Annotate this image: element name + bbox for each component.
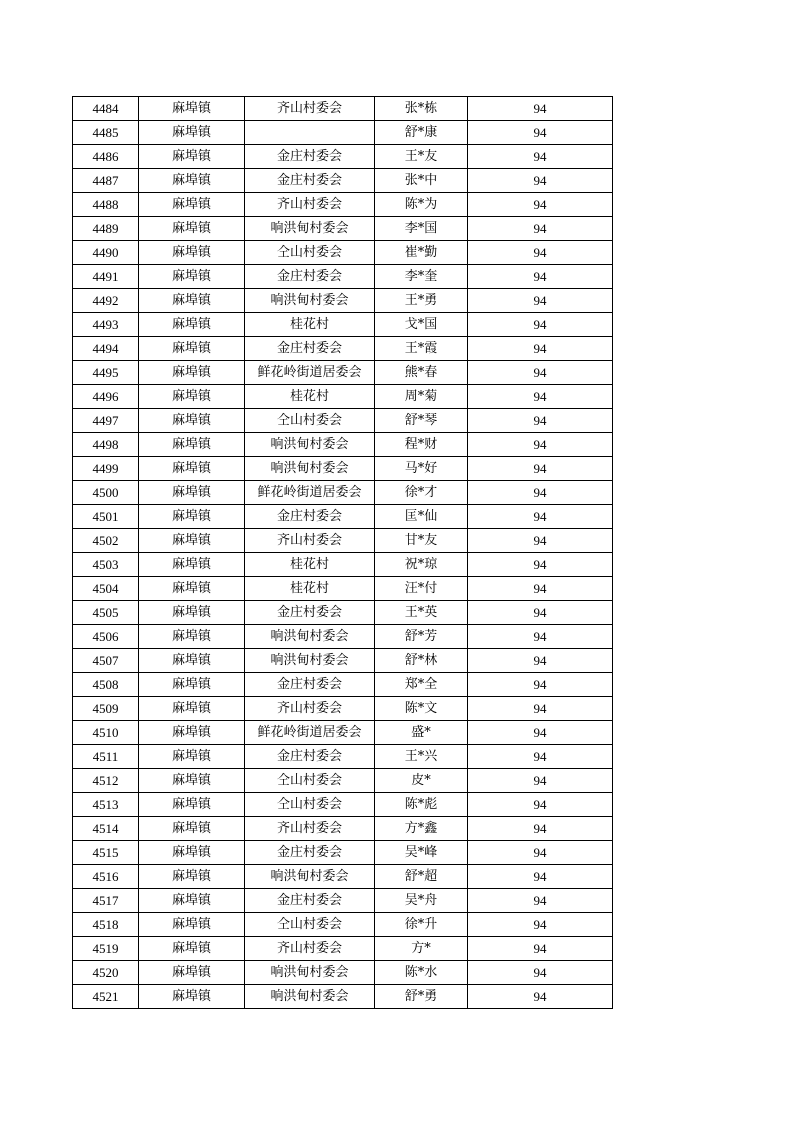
table-row (73, 289, 613, 313)
table-row (73, 433, 613, 457)
village-committee-cell: 齐山村委会 (245, 697, 375, 721)
person-name-cell: 吴*舟 (375, 889, 468, 913)
town-cell: 麻埠镇 (139, 601, 245, 625)
person-name-cell: 周*菊 (375, 385, 468, 409)
person-name-cell: 马*好 (375, 457, 468, 481)
village-committee-cell: 金庄村委会 (245, 601, 375, 625)
score-cell: 94 (468, 529, 613, 553)
person-name-cell: 李*国 (375, 217, 468, 241)
village-committee-cell: 金庄村委会 (245, 505, 375, 529)
table-row (73, 817, 613, 841)
row-number-cell: 4486 (73, 145, 139, 169)
row-number-cell: 4499 (73, 457, 139, 481)
row-number-cell: 4519 (73, 937, 139, 961)
village-committee-cell: 齐山村委会 (245, 193, 375, 217)
table-row (73, 217, 613, 241)
village-committee-cell: 金庄村委会 (245, 889, 375, 913)
town-cell: 麻埠镇 (139, 865, 245, 889)
village-committee-cell: 金庄村委会 (245, 169, 375, 193)
town-cell: 麻埠镇 (139, 841, 245, 865)
village-committee-cell: 响洪甸村委会 (245, 985, 375, 1009)
village-committee-cell: 桂花村 (245, 577, 375, 601)
table-row (73, 385, 613, 409)
person-name-cell: 徐*升 (375, 913, 468, 937)
town-cell: 麻埠镇 (139, 937, 245, 961)
row-number-cell: 4515 (73, 841, 139, 865)
score-cell: 94 (468, 673, 613, 697)
score-cell: 94 (468, 361, 613, 385)
table-row (73, 601, 613, 625)
table-row (73, 841, 613, 865)
village-committee-cell: 仝山村委会 (245, 913, 375, 937)
town-cell: 麻埠镇 (139, 961, 245, 985)
village-committee-cell: 仝山村委会 (245, 793, 375, 817)
village-committee-cell: 金庄村委会 (245, 337, 375, 361)
row-number-cell: 4504 (73, 577, 139, 601)
row-number-cell: 4510 (73, 721, 139, 745)
row-number-cell: 4517 (73, 889, 139, 913)
town-cell: 麻埠镇 (139, 625, 245, 649)
table-row (73, 913, 613, 937)
town-cell: 麻埠镇 (139, 385, 245, 409)
score-cell: 94 (468, 169, 613, 193)
village-committee-cell: 响洪甸村委会 (245, 625, 375, 649)
person-name-cell: 舒*超 (375, 865, 468, 889)
person-name-cell: 舒*林 (375, 649, 468, 673)
score-cell: 94 (468, 865, 613, 889)
village-committee-cell: 桂花村 (245, 553, 375, 577)
row-number-cell: 4518 (73, 913, 139, 937)
town-cell: 麻埠镇 (139, 913, 245, 937)
person-name-cell: 陈*水 (375, 961, 468, 985)
village-committee-cell: 仝山村委会 (245, 241, 375, 265)
person-name-cell: 陈*为 (375, 193, 468, 217)
person-name-cell: 舒*勇 (375, 985, 468, 1009)
row-number-cell: 4502 (73, 529, 139, 553)
table-row (73, 361, 613, 385)
score-cell: 94 (468, 601, 613, 625)
row-number-cell: 4491 (73, 265, 139, 289)
village-committee-cell: 响洪甸村委会 (245, 865, 375, 889)
score-cell: 94 (468, 577, 613, 601)
person-name-cell: 熊*春 (375, 361, 468, 385)
town-cell: 麻埠镇 (139, 793, 245, 817)
town-cell: 麻埠镇 (139, 97, 245, 121)
table-row (73, 889, 613, 913)
village-committee-cell: 齐山村委会 (245, 97, 375, 121)
table-row (73, 937, 613, 961)
score-cell: 94 (468, 649, 613, 673)
town-cell: 麻埠镇 (139, 241, 245, 265)
score-cell: 94 (468, 793, 613, 817)
village-committee-cell: 响洪甸村委会 (245, 457, 375, 481)
person-name-cell: 王*勇 (375, 289, 468, 313)
person-name-cell: 方* (375, 937, 468, 961)
person-name-cell: 皮* (375, 769, 468, 793)
table-row (73, 649, 613, 673)
table-row (73, 241, 613, 265)
score-cell: 94 (468, 961, 613, 985)
score-cell: 94 (468, 289, 613, 313)
town-cell: 麻埠镇 (139, 817, 245, 841)
table-row (73, 529, 613, 553)
town-cell: 麻埠镇 (139, 361, 245, 385)
person-name-cell: 郑*全 (375, 673, 468, 697)
row-number-cell: 4503 (73, 553, 139, 577)
score-cell: 94 (468, 241, 613, 265)
person-name-cell: 戈*国 (375, 313, 468, 337)
town-cell: 麻埠镇 (139, 193, 245, 217)
table-row (73, 721, 613, 745)
town-cell: 麻埠镇 (139, 265, 245, 289)
village-committee-cell: 鲜花岭街道居委会 (245, 481, 375, 505)
table-row (73, 769, 613, 793)
score-cell: 94 (468, 889, 613, 913)
town-cell: 麻埠镇 (139, 529, 245, 553)
town-cell: 麻埠镇 (139, 457, 245, 481)
row-number-cell: 4520 (73, 961, 139, 985)
village-committee-cell: 响洪甸村委会 (245, 649, 375, 673)
row-number-cell: 4513 (73, 793, 139, 817)
table-row (73, 481, 613, 505)
score-cell: 94 (468, 817, 613, 841)
village-committee-cell (245, 121, 375, 145)
roster-table-body (73, 97, 613, 1009)
person-name-cell: 方*鑫 (375, 817, 468, 841)
town-cell: 麻埠镇 (139, 649, 245, 673)
score-cell: 94 (468, 985, 613, 1009)
row-number-cell: 4494 (73, 337, 139, 361)
village-committee-cell: 仝山村委会 (245, 769, 375, 793)
score-cell: 94 (468, 121, 613, 145)
village-committee-cell: 仝山村委会 (245, 409, 375, 433)
table-row (73, 673, 613, 697)
row-number-cell: 4505 (73, 601, 139, 625)
person-name-cell: 王*英 (375, 601, 468, 625)
village-committee-cell: 齐山村委会 (245, 529, 375, 553)
table-row (73, 793, 613, 817)
table-row (73, 337, 613, 361)
person-name-cell: 王*兴 (375, 745, 468, 769)
town-cell: 麻埠镇 (139, 481, 245, 505)
score-cell: 94 (468, 433, 613, 457)
row-number-cell: 4506 (73, 625, 139, 649)
score-cell: 94 (468, 913, 613, 937)
town-cell: 麻埠镇 (139, 577, 245, 601)
village-committee-cell: 响洪甸村委会 (245, 961, 375, 985)
town-cell: 麻埠镇 (139, 337, 245, 361)
person-name-cell: 舒*芳 (375, 625, 468, 649)
score-cell: 94 (468, 265, 613, 289)
village-committee-cell: 鲜花岭街道居委会 (245, 721, 375, 745)
score-cell: 94 (468, 481, 613, 505)
table-row (73, 193, 613, 217)
table-row (73, 985, 613, 1009)
village-committee-cell: 金庄村委会 (245, 841, 375, 865)
row-number-cell: 4485 (73, 121, 139, 145)
person-name-cell: 舒*康 (375, 121, 468, 145)
table-row (73, 457, 613, 481)
table-row (73, 169, 613, 193)
roster-table (72, 96, 613, 1009)
village-committee-cell: 响洪甸村委会 (245, 289, 375, 313)
town-cell: 麻埠镇 (139, 745, 245, 769)
village-committee-cell: 齐山村委会 (245, 817, 375, 841)
score-cell: 94 (468, 697, 613, 721)
person-name-cell: 王*友 (375, 145, 468, 169)
row-number-cell: 4495 (73, 361, 139, 385)
score-cell: 94 (468, 625, 613, 649)
person-name-cell: 汪*付 (375, 577, 468, 601)
town-cell: 麻埠镇 (139, 145, 245, 169)
person-name-cell: 盛* (375, 721, 468, 745)
person-name-cell: 舒*琴 (375, 409, 468, 433)
village-committee-cell: 响洪甸村委会 (245, 433, 375, 457)
village-committee-cell: 鲜花岭街道居委会 (245, 361, 375, 385)
person-name-cell: 甘*友 (375, 529, 468, 553)
row-number-cell: 4497 (73, 409, 139, 433)
village-committee-cell: 桂花村 (245, 385, 375, 409)
person-name-cell: 张*中 (375, 169, 468, 193)
person-name-cell: 李*奎 (375, 265, 468, 289)
person-name-cell: 陈*文 (375, 697, 468, 721)
row-number-cell: 4508 (73, 673, 139, 697)
person-name-cell: 陈*彪 (375, 793, 468, 817)
table-row (73, 865, 613, 889)
village-committee-cell: 金庄村委会 (245, 745, 375, 769)
score-cell: 94 (468, 217, 613, 241)
row-number-cell: 4521 (73, 985, 139, 1009)
score-cell: 94 (468, 337, 613, 361)
table-row (73, 409, 613, 433)
row-number-cell: 4489 (73, 217, 139, 241)
table-row (73, 313, 613, 337)
score-cell: 94 (468, 553, 613, 577)
row-number-cell: 4498 (73, 433, 139, 457)
village-committee-cell: 桂花村 (245, 313, 375, 337)
town-cell: 麻埠镇 (139, 505, 245, 529)
row-number-cell: 4490 (73, 241, 139, 265)
row-number-cell: 4484 (73, 97, 139, 121)
town-cell: 麻埠镇 (139, 313, 245, 337)
town-cell: 麻埠镇 (139, 697, 245, 721)
town-cell: 麻埠镇 (139, 217, 245, 241)
score-cell: 94 (468, 385, 613, 409)
row-number-cell: 4509 (73, 697, 139, 721)
town-cell: 麻埠镇 (139, 769, 245, 793)
town-cell: 麻埠镇 (139, 121, 245, 145)
person-name-cell: 程*财 (375, 433, 468, 457)
town-cell: 麻埠镇 (139, 433, 245, 457)
score-cell: 94 (468, 313, 613, 337)
row-number-cell: 4514 (73, 817, 139, 841)
town-cell: 麻埠镇 (139, 889, 245, 913)
score-cell: 94 (468, 193, 613, 217)
town-cell: 麻埠镇 (139, 289, 245, 313)
score-cell: 94 (468, 745, 613, 769)
person-name-cell: 吴*峰 (375, 841, 468, 865)
row-number-cell: 4493 (73, 313, 139, 337)
table-row (73, 961, 613, 985)
score-cell: 94 (468, 409, 613, 433)
row-number-cell: 4492 (73, 289, 139, 313)
row-number-cell: 4516 (73, 865, 139, 889)
score-cell: 94 (468, 937, 613, 961)
town-cell: 麻埠镇 (139, 553, 245, 577)
score-cell: 94 (468, 769, 613, 793)
town-cell: 麻埠镇 (139, 169, 245, 193)
village-committee-cell: 金庄村委会 (245, 145, 375, 169)
town-cell: 麻埠镇 (139, 409, 245, 433)
row-number-cell: 4511 (73, 745, 139, 769)
score-cell: 94 (468, 97, 613, 121)
table-row (73, 97, 613, 121)
score-cell: 94 (468, 457, 613, 481)
row-number-cell: 4488 (73, 193, 139, 217)
person-name-cell: 祝*琼 (375, 553, 468, 577)
row-number-cell: 4500 (73, 481, 139, 505)
table-row (73, 121, 613, 145)
row-number-cell: 4501 (73, 505, 139, 529)
table-row (73, 265, 613, 289)
person-name-cell: 崔*勤 (375, 241, 468, 265)
row-number-cell: 4512 (73, 769, 139, 793)
score-cell: 94 (468, 721, 613, 745)
village-committee-cell: 金庄村委会 (245, 265, 375, 289)
row-number-cell: 4487 (73, 169, 139, 193)
row-number-cell: 4507 (73, 649, 139, 673)
table-row (73, 697, 613, 721)
person-name-cell: 匡*仙 (375, 505, 468, 529)
town-cell: 麻埠镇 (139, 721, 245, 745)
person-name-cell: 张*栋 (375, 97, 468, 121)
village-committee-cell: 响洪甸村委会 (245, 217, 375, 241)
score-cell: 94 (468, 145, 613, 169)
table-row (73, 505, 613, 529)
person-name-cell: 王*霞 (375, 337, 468, 361)
row-number-cell: 4496 (73, 385, 139, 409)
town-cell: 麻埠镇 (139, 673, 245, 697)
table-row (73, 625, 613, 649)
village-committee-cell: 齐山村委会 (245, 937, 375, 961)
score-cell: 94 (468, 505, 613, 529)
table-row (73, 145, 613, 169)
table-row (73, 553, 613, 577)
town-cell: 麻埠镇 (139, 985, 245, 1009)
person-name-cell: 徐*才 (375, 481, 468, 505)
table-row (73, 745, 613, 769)
village-committee-cell: 金庄村委会 (245, 673, 375, 697)
score-cell: 94 (468, 841, 613, 865)
table-row (73, 577, 613, 601)
